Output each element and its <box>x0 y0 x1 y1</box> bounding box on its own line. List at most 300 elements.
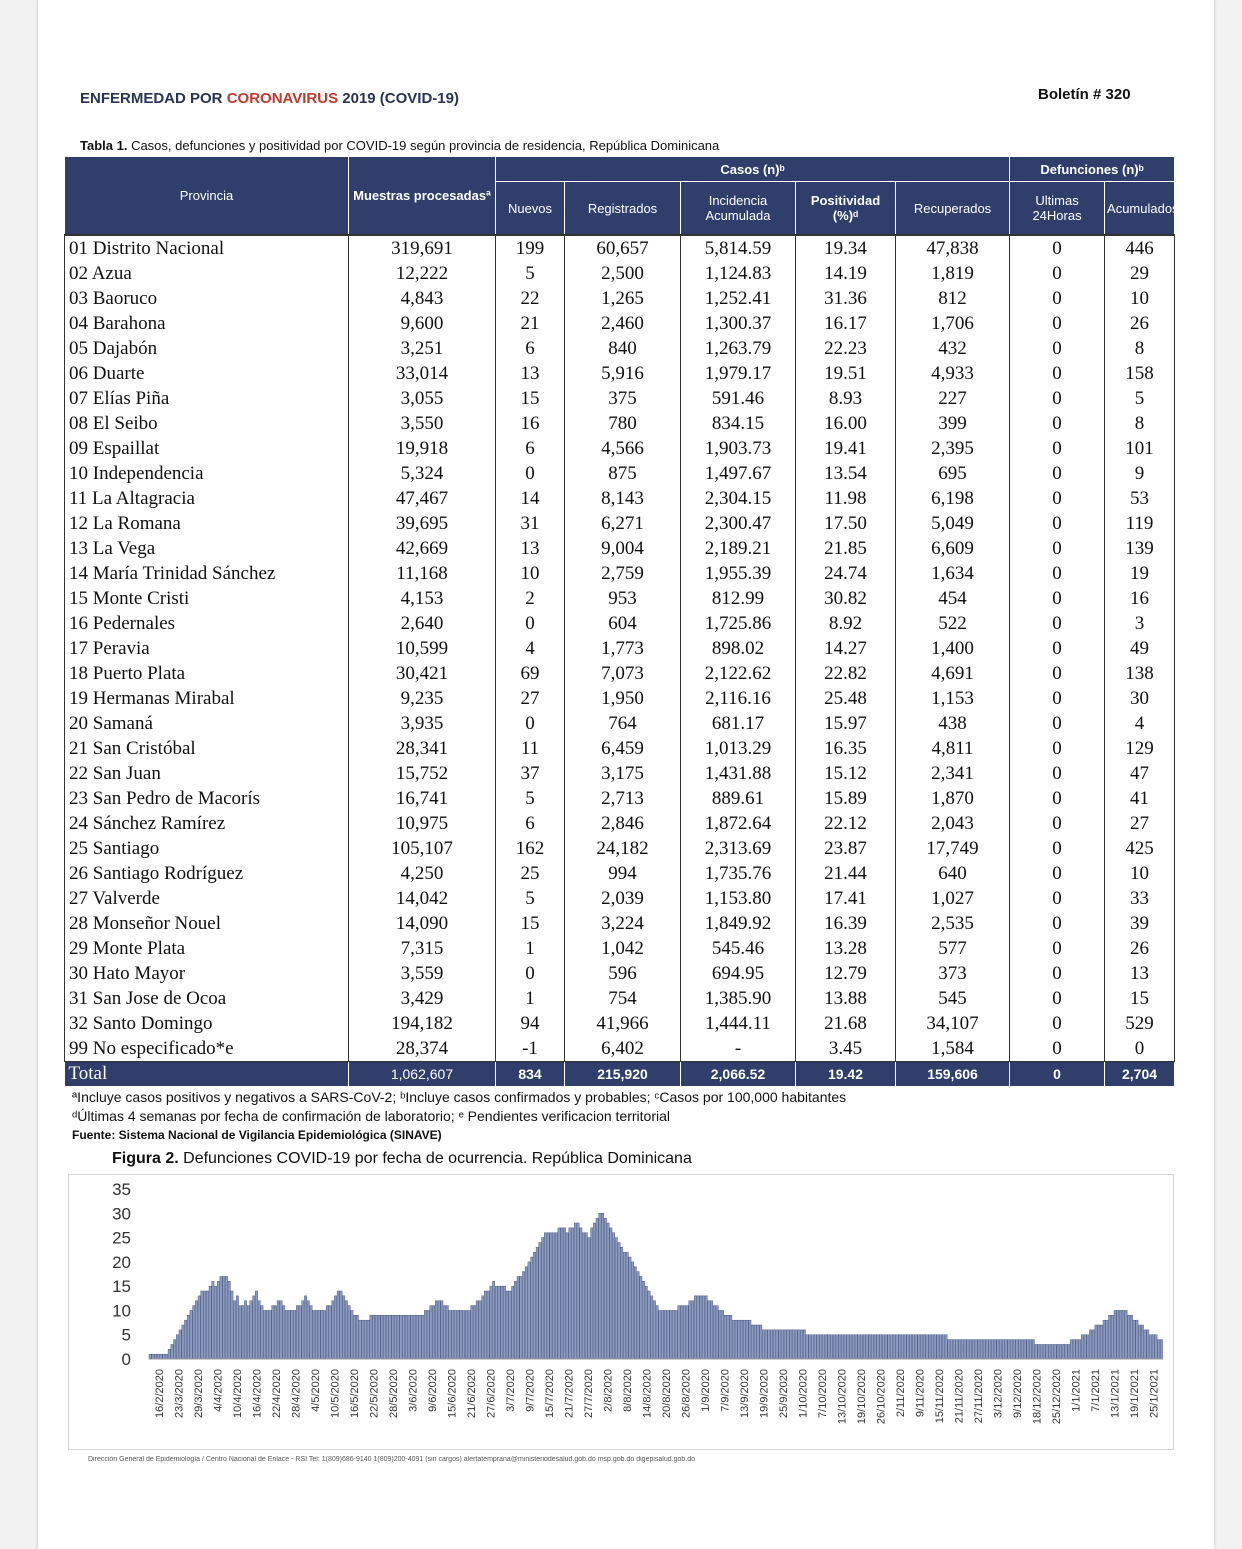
bar <box>675 1310 677 1359</box>
y-tick-label: 20 <box>112 1252 131 1272</box>
bar <box>683 1306 685 1359</box>
cell-recuperados: 2,395 <box>896 436 1010 461</box>
x-tick-label: 13/10/2020 <box>836 1369 849 1425</box>
footnotes <box>72 1088 1182 1145</box>
cell-registrados: 2,713 <box>565 786 681 811</box>
cell-recuperados: 1,400 <box>896 636 1010 661</box>
bar <box>490 1286 492 1359</box>
cell-muestras: 319,691 <box>349 235 496 261</box>
cell-muestras: 4,153 <box>349 586 496 611</box>
cell-muestras: 105,107 <box>349 836 496 861</box>
cell-positividad: 14.27 <box>796 636 896 661</box>
bulletin-page <box>38 0 1214 1549</box>
bar <box>1111 1315 1113 1359</box>
x-tick-label: 7/10/2020 <box>816 1369 829 1418</box>
x-tick-label: 19/9/2020 <box>758 1369 771 1418</box>
cell-recuperados: 522 <box>896 611 1010 636</box>
cell-acumulados: 16 <box>1105 586 1175 611</box>
bar <box>689 1301 691 1359</box>
cell-acumulados: 10 <box>1105 861 1175 886</box>
cell-ultimas: 0 <box>1010 736 1105 761</box>
cell-nuevos: 6 <box>496 436 565 461</box>
cell-provincia: 26 Santiago Rodríguez <box>65 861 349 886</box>
footnote-line-2: ᵈÚltimas 4 semanas por fecha de confirmación de laboratorio; ᵉ Pendientes verificacion territorial <box>72 1108 670 1124</box>
cell-incidencia: 2,122.62 <box>681 661 796 686</box>
table-row <box>65 235 1175 261</box>
bar <box>664 1310 666 1359</box>
x-tick-label: 2/8/2020 <box>602 1369 615 1412</box>
cell-ultimas: 0 <box>1010 886 1105 911</box>
cell-incidencia: 2,189.21 <box>681 536 796 561</box>
bar <box>1059 1344 1061 1359</box>
bar <box>803 1330 805 1359</box>
cell-nuevos: 5 <box>496 786 565 811</box>
cell-acumulados: 0 <box>1105 1036 1175 1062</box>
bar <box>1062 1344 1064 1359</box>
bar <box>1035 1344 1037 1359</box>
bar <box>931 1335 933 1359</box>
cell-incidencia: 2,116.16 <box>681 686 796 711</box>
bar <box>460 1310 462 1359</box>
bar <box>621 1247 623 1359</box>
bar <box>413 1315 415 1359</box>
table-row <box>65 336 1175 361</box>
bar <box>593 1223 595 1359</box>
cell-muestras: 14,042 <box>349 886 496 911</box>
bar <box>749 1320 751 1359</box>
bar <box>732 1320 734 1359</box>
cell-positividad: 21.85 <box>796 536 896 561</box>
cell-muestras: 4,843 <box>349 286 496 311</box>
cell-registrados: 953 <box>565 586 681 611</box>
cell-provincia: 25 Santiago <box>65 836 349 861</box>
cell-recuperados: 432 <box>896 336 1010 361</box>
x-tick-label: 15/11/2020 <box>933 1369 946 1424</box>
table-row <box>65 861 1175 886</box>
bar <box>1119 1310 1121 1359</box>
bar <box>367 1320 369 1359</box>
cell-positividad: 15.97 <box>796 711 896 736</box>
bar <box>212 1281 214 1359</box>
bar <box>430 1306 432 1359</box>
cell-acumulados: 5 <box>1105 386 1175 411</box>
bar <box>863 1335 865 1359</box>
cell-ultimas: 0 <box>1010 661 1105 686</box>
bar <box>809 1335 811 1359</box>
cell-ultimas: 0 <box>1010 286 1105 311</box>
cell-registrados: 754 <box>565 986 681 1011</box>
header-acumulados: Acumulados <box>1105 182 1175 236</box>
bar <box>610 1228 612 1359</box>
cell-provincia: 29 Monte Plata <box>65 936 349 961</box>
cell-nuevos: -1 <box>496 1036 565 1062</box>
cell-ultimas: 0 <box>1010 636 1105 661</box>
bar <box>356 1315 358 1359</box>
bar <box>359 1320 361 1359</box>
cell-acumulados: 47 <box>1105 761 1175 786</box>
table-row <box>65 586 1175 611</box>
cell-incidencia: 812.99 <box>681 586 796 611</box>
x-tick-label: 26/8/2020 <box>680 1369 693 1418</box>
cell-recuperados: 227 <box>896 386 1010 411</box>
bar <box>299 1306 301 1359</box>
bar <box>659 1310 661 1359</box>
bar <box>351 1310 353 1359</box>
cell-ultimas: 0 <box>1010 1011 1105 1036</box>
table-row <box>65 411 1175 436</box>
bar <box>757 1325 759 1359</box>
deaths-chart-container <box>68 1174 1174 1450</box>
cell-provincia: 07 Elías Piña <box>65 386 349 411</box>
bar <box>787 1330 789 1359</box>
bar <box>997 1340 999 1359</box>
cell-acumulados: 39 <box>1105 911 1175 936</box>
cell-recuperados: 47,838 <box>896 235 1010 261</box>
table-row <box>65 611 1175 636</box>
table-row <box>65 511 1175 536</box>
bar <box>542 1238 544 1359</box>
cell-acumulados: 49 <box>1105 636 1175 661</box>
bar <box>495 1286 497 1359</box>
bar <box>332 1301 334 1359</box>
x-tick-label: 28/4/2020 <box>290 1369 303 1418</box>
cell-provincia: 30 Hato Mayor <box>65 961 349 986</box>
bar <box>506 1291 508 1359</box>
bar <box>378 1315 380 1359</box>
bar <box>577 1223 579 1359</box>
bar <box>746 1320 748 1359</box>
bar <box>724 1315 726 1359</box>
bar <box>427 1310 429 1359</box>
cell-recuperados: 1,584 <box>896 1036 1010 1062</box>
cell-registrados: 375 <box>565 386 681 411</box>
bar <box>473 1306 475 1359</box>
bar <box>1068 1344 1070 1359</box>
cell-provincia: 27 Valverde <box>65 886 349 911</box>
bar <box>438 1301 440 1359</box>
bar <box>893 1335 895 1359</box>
cell-recuperados: 6,609 <box>896 536 1010 561</box>
bar <box>353 1315 355 1359</box>
bar <box>179 1330 181 1359</box>
cell-ultimas: 0 <box>1010 461 1105 486</box>
bar <box>405 1315 407 1359</box>
x-tick-label: 1/10/2020 <box>797 1369 810 1418</box>
table-row <box>65 911 1175 936</box>
bar <box>550 1233 552 1359</box>
cell-positividad: 8.93 <box>796 386 896 411</box>
bar <box>174 1340 176 1359</box>
bar <box>983 1340 985 1359</box>
cell-incidencia: 1,903.73 <box>681 436 796 461</box>
bar <box>479 1301 481 1359</box>
x-tick-label: 23/3/2020 <box>173 1369 186 1418</box>
cell-incidencia: 2,313.69 <box>681 836 796 861</box>
bar <box>383 1315 385 1359</box>
cell-recuperados: 454 <box>896 586 1010 611</box>
x-tick-label: 21/6/2020 <box>465 1369 478 1418</box>
cell-muestras: 9,600 <box>349 311 496 336</box>
x-tick-label: 4/5/2020 <box>309 1369 322 1412</box>
bar <box>1029 1340 1031 1359</box>
bar <box>904 1335 906 1359</box>
cell-positividad: 23.87 <box>796 836 896 861</box>
bar <box>364 1320 366 1359</box>
cell-provincia: 12 La Romana <box>65 511 349 536</box>
table-row <box>65 1011 1175 1036</box>
bar <box>411 1315 413 1359</box>
x-tick-label: 25/9/2020 <box>777 1369 790 1418</box>
table-row <box>65 561 1175 586</box>
cell-acumulados: 26 <box>1105 936 1175 961</box>
x-tick-label: 10/4/2020 <box>231 1369 244 1418</box>
cell-muestras: 14,090 <box>349 911 496 936</box>
cell-nuevos: 15 <box>496 911 565 936</box>
cell-recuperados: 6,198 <box>896 486 1010 511</box>
table-row <box>65 961 1175 986</box>
cell-ultimas: 0 <box>1010 936 1105 961</box>
x-tick-label: 13/1/2021 <box>1109 1369 1122 1418</box>
bar <box>1089 1330 1091 1359</box>
bar <box>277 1301 279 1359</box>
cell-incidencia: 1,300.37 <box>681 311 796 336</box>
cell-positividad: 8.92 <box>796 611 896 636</box>
y-tick-label: 10 <box>112 1301 131 1321</box>
bar <box>522 1272 524 1359</box>
bar <box>672 1310 674 1359</box>
cell-registrados: 7,073 <box>565 661 681 686</box>
cell-provincia: 03 Baoruco <box>65 286 349 311</box>
cell-provincia: 32 Santo Domingo <box>65 1011 349 1036</box>
bar <box>1125 1310 1127 1359</box>
cell-positividad: 16.35 <box>796 736 896 761</box>
cell-muestras: 3,559 <box>349 961 496 986</box>
bar <box>154 1354 156 1359</box>
bar <box>711 1301 713 1359</box>
cell-recuperados: 1,870 <box>896 786 1010 811</box>
cell-recuperados: 4,691 <box>896 661 1010 686</box>
bar <box>858 1335 860 1359</box>
bar <box>830 1335 832 1359</box>
cell-nuevos: 1 <box>496 936 565 961</box>
bar <box>631 1262 633 1359</box>
x-tick-label: 16/2/2020 <box>153 1369 166 1418</box>
bar <box>926 1335 928 1359</box>
cell-provincia: 09 Espaillat <box>65 436 349 461</box>
bar <box>721 1310 723 1359</box>
cell-positividad: 22.12 <box>796 811 896 836</box>
bar <box>642 1281 644 1359</box>
cell-acumulados: 10 <box>1105 286 1175 311</box>
cell-nuevos: 5 <box>496 261 565 286</box>
table-row <box>65 836 1175 861</box>
deaths-bar-chart <box>69 1175 1173 1449</box>
bar <box>492 1281 494 1359</box>
bar <box>228 1281 230 1359</box>
cell-acumulados: 139 <box>1105 536 1175 561</box>
cell-incidencia: 2,300.47 <box>681 511 796 536</box>
cell-nuevos: 0 <box>496 961 565 986</box>
table-body <box>65 235 1175 1062</box>
cell-nuevos: 6 <box>496 336 565 361</box>
bar <box>817 1335 819 1359</box>
bar <box>566 1233 568 1359</box>
cell-provincia: 31 San Jose de Ocoa <box>65 986 349 1011</box>
bar <box>1046 1344 1048 1359</box>
bar <box>681 1306 683 1359</box>
bar <box>634 1267 636 1359</box>
bar <box>738 1320 740 1359</box>
bar <box>217 1281 219 1359</box>
bar <box>708 1301 710 1359</box>
bar <box>1079 1340 1081 1359</box>
bar <box>1032 1340 1034 1359</box>
bar <box>266 1310 268 1359</box>
bar <box>885 1335 887 1359</box>
cell-registrados: 994 <box>565 861 681 886</box>
bar <box>288 1310 290 1359</box>
bar <box>422 1315 424 1359</box>
cell-ultimas: 0 <box>1010 261 1105 286</box>
x-tick-label: 13/9/2020 <box>738 1369 751 1418</box>
cell-recuperados: 2,043 <box>896 811 1010 836</box>
cell-incidencia: 545.46 <box>681 936 796 961</box>
cell-provincia: 06 Duarte <box>65 361 349 386</box>
cell-muestras: 3,935 <box>349 711 496 736</box>
bar <box>1149 1335 1151 1359</box>
bar <box>1021 1340 1023 1359</box>
bar <box>337 1291 339 1359</box>
bar <box>1019 1340 1021 1359</box>
cell-incidencia: 1,735.76 <box>681 861 796 886</box>
bar <box>855 1335 857 1359</box>
bar <box>781 1330 783 1359</box>
x-tick-label: 3/12/2020 <box>992 1369 1005 1418</box>
cell-muestras: 3,429 <box>349 986 496 1011</box>
bar <box>847 1335 849 1359</box>
bar <box>468 1310 470 1359</box>
bar <box>343 1296 345 1359</box>
cell-incidencia: 1,872.64 <box>681 811 796 836</box>
bar <box>754 1325 756 1359</box>
bar <box>574 1223 576 1359</box>
bar <box>836 1335 838 1359</box>
cell-recuperados: 1,027 <box>896 886 1010 911</box>
cell-provincia: 19 Hermanas Mirabal <box>65 686 349 711</box>
total-muestras: 1,062,607 <box>349 1062 496 1087</box>
bar <box>582 1233 584 1359</box>
bar <box>1128 1315 1130 1359</box>
total-nuevos: 834 <box>496 1062 565 1087</box>
bar <box>991 1340 993 1359</box>
cell-incidencia: 1,725.86 <box>681 611 796 636</box>
bar <box>591 1228 593 1359</box>
bar <box>779 1330 781 1359</box>
bar <box>741 1320 743 1359</box>
bar <box>601 1213 603 1359</box>
cell-positividad: 16.39 <box>796 911 896 936</box>
bar <box>762 1330 764 1359</box>
bar <box>790 1330 792 1359</box>
bar <box>1081 1335 1083 1359</box>
x-tick-label: 27/11/2020 <box>972 1369 985 1424</box>
bar <box>1076 1340 1078 1359</box>
x-tick-label: 9/11/2020 <box>914 1369 927 1418</box>
cell-positividad: 22.82 <box>796 661 896 686</box>
cell-nuevos: 13 <box>496 361 565 386</box>
bar <box>1141 1325 1143 1359</box>
bar <box>244 1301 246 1359</box>
table-row <box>65 261 1175 286</box>
x-tick-label: 15/6/2020 <box>446 1369 459 1418</box>
cell-recuperados: 545 <box>896 986 1010 1011</box>
bar <box>190 1310 192 1359</box>
cell-registrados: 2,846 <box>565 811 681 836</box>
total-label: Total <box>65 1062 349 1087</box>
bar <box>569 1228 571 1359</box>
cell-provincia: 99 No especificado*e <box>65 1036 349 1062</box>
x-tick-label: 22/5/2020 <box>368 1369 381 1418</box>
bar <box>536 1247 538 1359</box>
cell-muestras: 28,374 <box>349 1036 496 1062</box>
cell-recuperados: 399 <box>896 411 1010 436</box>
bar <box>907 1335 909 1359</box>
cell-recuperados: 1,153 <box>896 686 1010 711</box>
bar <box>623 1252 625 1359</box>
cell-recuperados: 695 <box>896 461 1010 486</box>
cell-muestras: 30,421 <box>349 661 496 686</box>
page-title: ENFERMEDAD POR CORONAVIRUS 2019 (COVID-19) <box>80 90 459 107</box>
bar <box>242 1306 244 1359</box>
bar <box>392 1315 394 1359</box>
bar <box>362 1320 364 1359</box>
cell-incidencia: 1,497.67 <box>681 461 796 486</box>
bar <box>452 1310 454 1359</box>
bar <box>1049 1344 1051 1359</box>
bar <box>152 1354 154 1359</box>
bar <box>1024 1340 1026 1359</box>
bar <box>163 1354 165 1359</box>
cell-recuperados: 5,049 <box>896 511 1010 536</box>
bar <box>986 1340 988 1359</box>
cell-acumulados: 8 <box>1105 411 1175 436</box>
bar <box>187 1315 189 1359</box>
x-tick-label: 28/5/2020 <box>387 1369 400 1418</box>
bar <box>923 1335 925 1359</box>
cell-ultimas: 0 <box>1010 235 1105 261</box>
cell-nuevos: 21 <box>496 311 565 336</box>
cell-recuperados: 34,107 <box>896 1011 1010 1036</box>
x-tick-label: 22/4/2020 <box>270 1369 283 1418</box>
cell-acumulados: 3 <box>1105 611 1175 636</box>
bar <box>326 1306 328 1359</box>
cell-incidencia: 1,153.80 <box>681 886 796 911</box>
cell-provincia: 18 Puerto Plata <box>65 661 349 686</box>
cell-incidencia: 1,431.88 <box>681 761 796 786</box>
cell-nuevos: 5 <box>496 886 565 911</box>
bar <box>814 1335 816 1359</box>
table-row <box>65 786 1175 811</box>
bar <box>980 1340 982 1359</box>
bar <box>1130 1315 1132 1359</box>
cell-positividad: 22.23 <box>796 336 896 361</box>
bar <box>686 1306 688 1359</box>
bar <box>967 1340 969 1359</box>
cell-registrados: 596 <box>565 961 681 986</box>
cell-registrados: 4,566 <box>565 436 681 461</box>
bar <box>563 1228 565 1359</box>
bar <box>193 1306 195 1359</box>
